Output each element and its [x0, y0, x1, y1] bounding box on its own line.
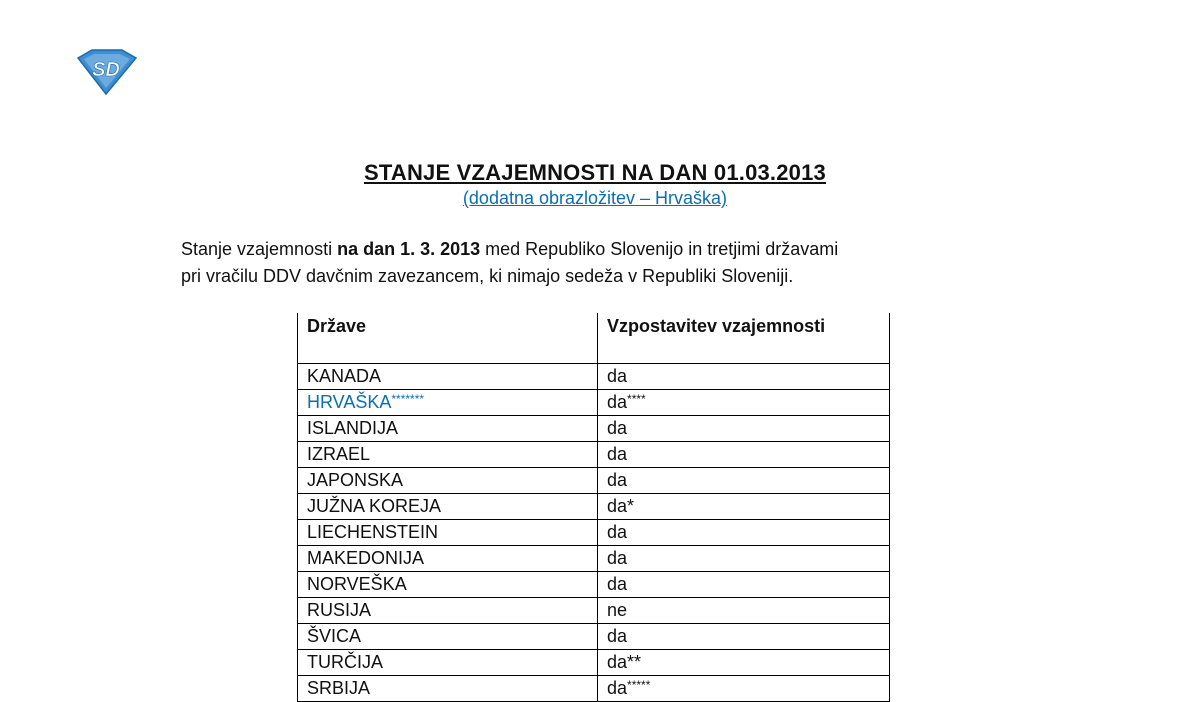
value-cell: da*: [598, 494, 890, 520]
country-cell: JAPONSKA: [298, 468, 598, 494]
table-row: [298, 468, 890, 494]
logo-text: SD: [92, 59, 120, 81]
country-cell: MAKEDONIJA: [298, 546, 598, 572]
footnote-marker: *****: [627, 678, 651, 692]
country-cell: [298, 390, 598, 416]
intro-text-3: pri vračilu DDV davčnim zavezancem, ki nimajo sedeža v Republiki Sloveniji.: [181, 266, 794, 286]
table-row: [298, 390, 890, 416]
table-row: [298, 364, 890, 390]
company-logo: [72, 46, 140, 96]
value-cell: da: [598, 468, 890, 494]
value-cell: da: [598, 624, 890, 650]
intro-text-1: Stanje vzajemnosti: [181, 239, 338, 259]
value-text: da: [607, 678, 628, 698]
intro-date: na dan 1. 3. 2013: [337, 239, 481, 259]
table-row: [298, 416, 890, 442]
footnote-marker: ****: [627, 392, 646, 406]
value-cell: da: [598, 416, 890, 442]
table-row: [298, 494, 890, 520]
country-cell: TURČIJA: [298, 650, 598, 676]
country-cell: ŠVICA: [298, 624, 598, 650]
country-cell: ISLANDIJA: [298, 416, 598, 442]
intro-text-2: med Republiko Slovenijo in tretjimi državami: [480, 239, 839, 259]
country-link-hrvaska[interactable]: HRVAŠKA: [307, 392, 392, 412]
value-text: da: [607, 392, 628, 412]
country-cell: SRBIJA: [298, 676, 598, 702]
value-cell: da: [598, 572, 890, 598]
table-row: [298, 650, 890, 676]
country-cell: IZRAEL: [298, 442, 598, 468]
reciprocity-table: [297, 313, 890, 702]
country-cell: RUSIJA: [298, 598, 598, 624]
header-reciprocity: Vzpostavitev vzajemnosti: [598, 313, 890, 364]
table-row: [298, 598, 890, 624]
footnote-marker: *******: [391, 392, 425, 406]
value-cell: [598, 390, 890, 416]
intro-paragraph: [181, 236, 1007, 290]
table-row: [298, 520, 890, 546]
value-cell: da: [598, 364, 890, 390]
table-row: [298, 572, 890, 598]
value-cell: [598, 676, 890, 702]
page-title: STANJE VZAJEMNOSTI NA DAN 01.03.2013: [363, 160, 826, 185]
subtitle-link[interactable]: (dodatna obrazložitev – Hrvaška): [462, 188, 728, 208]
country-cell: LIECHENSTEIN: [298, 520, 598, 546]
value-cell: da**: [598, 650, 890, 676]
table-row: [298, 442, 890, 468]
table-header-row: [298, 313, 890, 364]
table-row: [298, 676, 890, 702]
table-row: [298, 546, 890, 572]
table-row: [298, 624, 890, 650]
value-cell: da: [598, 546, 890, 572]
country-cell: JUŽNA KOREJA: [298, 494, 598, 520]
value-cell: ne: [598, 598, 890, 624]
value-cell: da: [598, 520, 890, 546]
value-cell: da: [598, 442, 890, 468]
header-countries: Države: [298, 313, 598, 364]
country-cell: KANADA: [298, 364, 598, 390]
country-cell: NORVEŠKA: [298, 572, 598, 598]
